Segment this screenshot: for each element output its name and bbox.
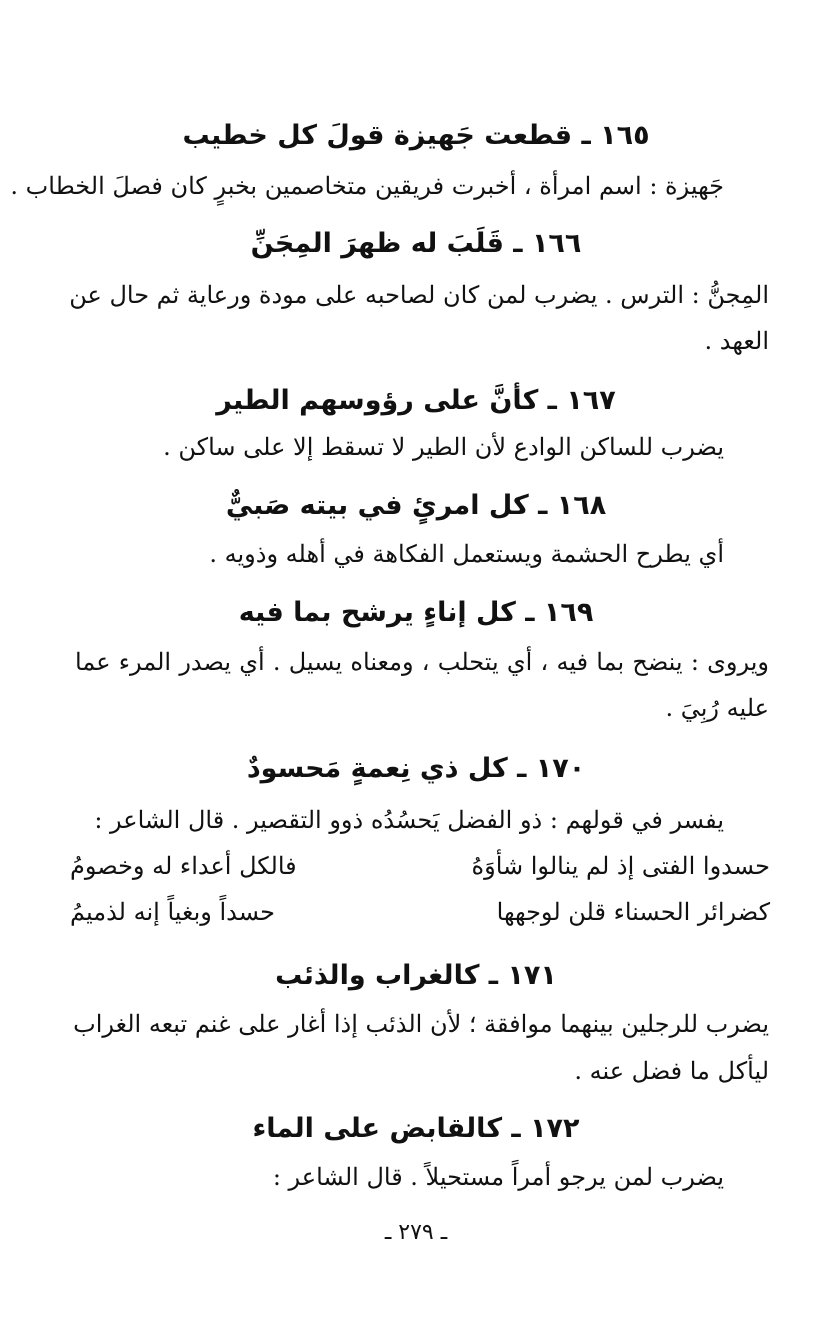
entry-text-line: ليأكل ما فضل عنه . bbox=[574, 1057, 769, 1085]
verse-second-hemistich: فالكل أعداء له وخصومُ bbox=[70, 852, 297, 880]
entry-text-line: المِجنُّ : الترس . يضرب لمن كان لصاحبه على مودة ورعاية ثم حال عن bbox=[69, 281, 769, 309]
entry-heading: ١٧٠ ـ كل ذي نِعمةٍ مَحسودٌ bbox=[246, 753, 586, 784]
verse-first-hemistich: كضرائر الحسناء قلن لوجهها bbox=[496, 898, 770, 926]
entry-text-line: يضرب لمن يرجو أمراً مستحيلاً . قال الشاعر : bbox=[272, 1163, 724, 1191]
poem-verse bbox=[70, 898, 770, 934]
entry-heading: ١٦٥ ـ قطعت جَهيزة قولَ كل خطيب bbox=[182, 120, 650, 151]
page-number: ـ ٢٧٩ ـ bbox=[384, 1220, 448, 1245]
entry-text-line: يفسر في قولهم : ذو الفضل يَحسُدُه ذوو التقصير . قال الشاعر : bbox=[94, 806, 724, 834]
entry-text-line: جَهيزة : اسم امرأة ، أخبرت فريقين متخاصمين بخبرٍ كان فصلَ الخطاب . bbox=[10, 172, 724, 200]
entry-text-line: العهد . bbox=[704, 327, 769, 355]
entry-text-line: أي يطرح الحشمة ويستعمل الفكاهة في أهله وذويه . bbox=[209, 540, 724, 568]
entry-heading: ١٦٧ ـ كأنَّ على رؤوسهم الطير bbox=[216, 385, 616, 416]
verse-first-hemistich: حسدوا الفتى إذ لم ينالوا شأوَهُ bbox=[471, 852, 770, 880]
entry-heading: ١٧٢ ـ كالقابض على الماء bbox=[252, 1113, 580, 1144]
entry-heading: ١٦٩ ـ كل إناءٍ يرشح بما فيه bbox=[238, 597, 594, 628]
entry-heading: ١٦٨ ـ كل امرئٍ في بيته صَبيٌّ bbox=[225, 490, 607, 521]
entry-text-line: يضرب للساكن الوادع لأن الطير لا تسقط إلا على ساكن . bbox=[163, 433, 724, 461]
entry-text-line: ويروى : ينضح بما فيه ، أي يتحلب ، ومعناه يسيل . أي يصدر المرء عما bbox=[75, 648, 769, 676]
entry-heading: ١٧١ ـ كالغراب والذئب bbox=[275, 960, 557, 991]
poem-verse bbox=[70, 852, 770, 888]
entry-text-line: يضرب للرجلين بينهما موافقة ؛ لأن الذئب إذا أغار على غنم تبعه الغراب bbox=[73, 1010, 769, 1038]
entry-text-line: عليه رُبِيَ . bbox=[665, 694, 769, 722]
verse-second-hemistich: حسداً وبغياً إنه لذميمُ bbox=[70, 898, 275, 926]
entry-heading: ١٦٦ ـ قَلَبَ له ظهرَ المِجَنِّ bbox=[250, 228, 582, 259]
